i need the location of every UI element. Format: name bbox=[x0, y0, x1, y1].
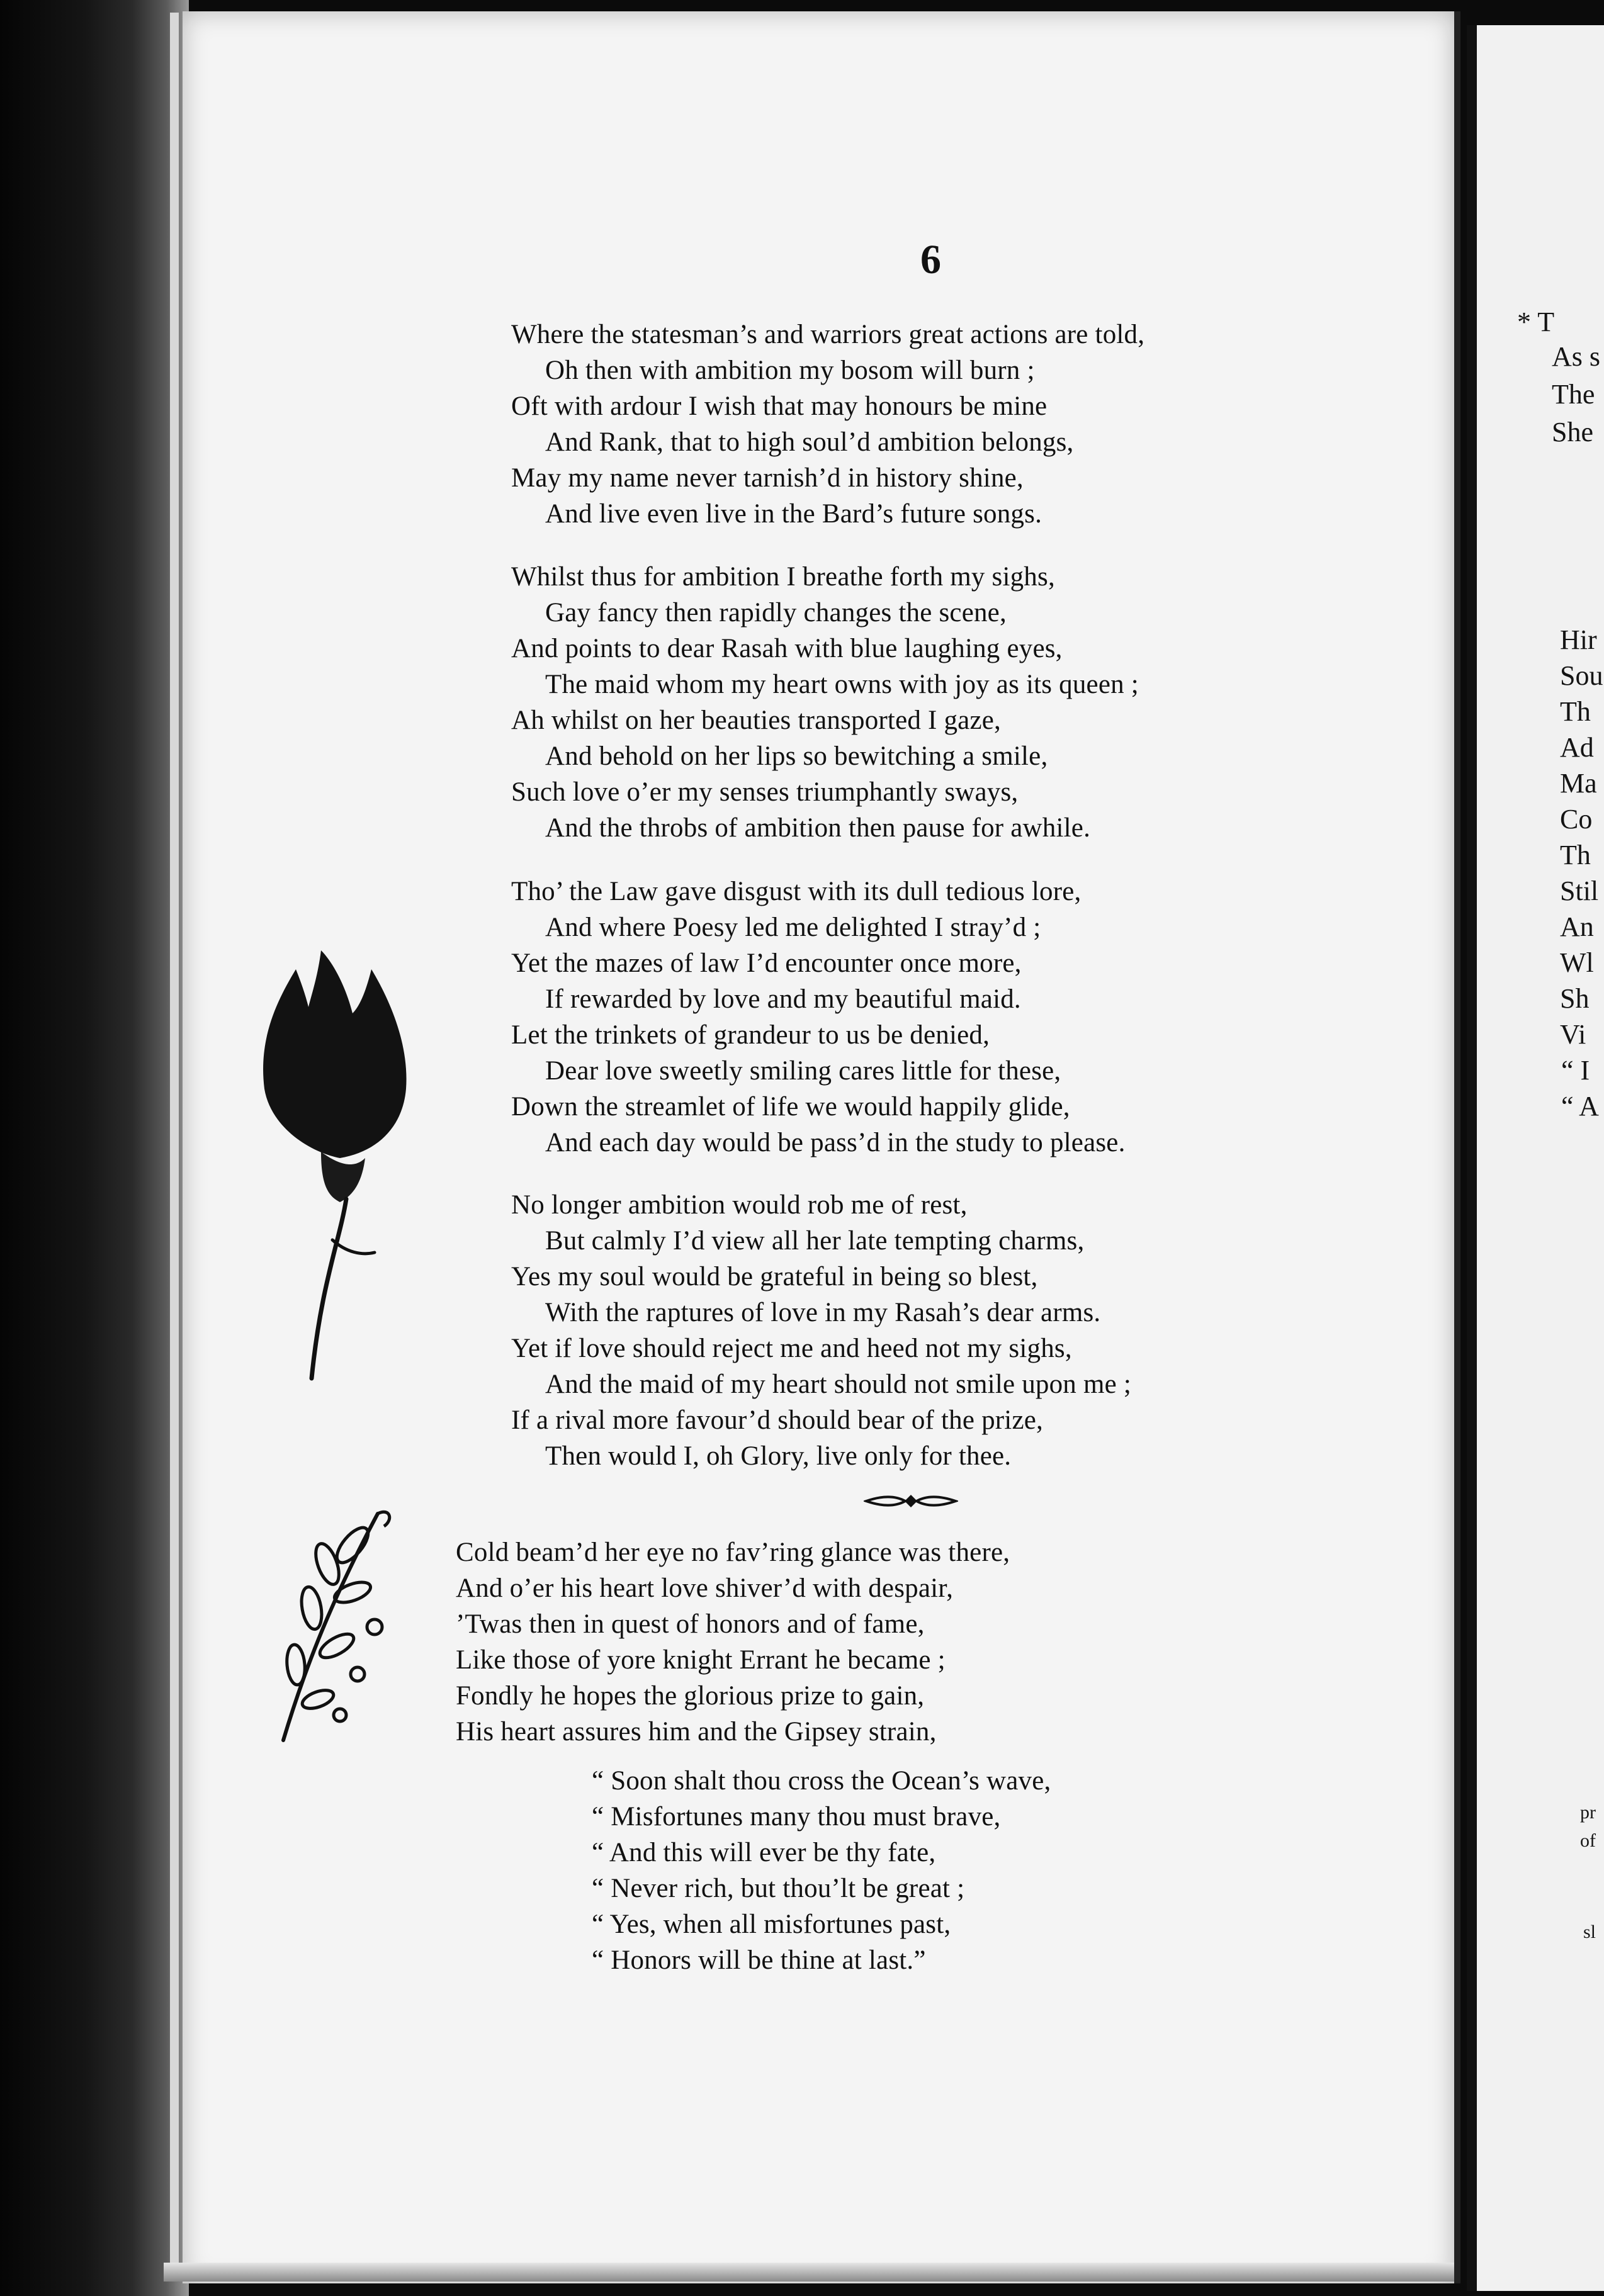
adjacent-page-fragment: Vi bbox=[1560, 1019, 1586, 1050]
prophecy-line: “ Never rich, but thou’lt be great ; bbox=[592, 1874, 965, 1903]
adjacent-page-fragment: She bbox=[1552, 417, 1593, 447]
verse-line: No longer ambition would rob me of rest, bbox=[511, 1190, 968, 1220]
verse-line: Whilst thus for ambition I breathe forth my sighs, bbox=[511, 562, 1055, 592]
verse-line: And live even live in the Bard’s future songs. bbox=[545, 499, 1042, 529]
narrative-line: ’Twas then in quest of honors and of fame, bbox=[456, 1609, 925, 1639]
adjacent-page-fragment: sl bbox=[1583, 1922, 1596, 1942]
verse-line: If rewarded by love and my beautiful maid. bbox=[545, 984, 1021, 1014]
adjacent-page-fragment: An bbox=[1560, 911, 1594, 942]
narrative-line: Fondly he hopes the glorious prize to gain, bbox=[456, 1681, 925, 1711]
verse-line: Such love o’er my senses triumphantly sways, bbox=[511, 777, 1019, 807]
verse-line: And Rank, that to high soul’d ambition belongs, bbox=[545, 427, 1074, 457]
adjacent-page-fragment: pr bbox=[1580, 1802, 1596, 1823]
adjacent-page-fragment: The bbox=[1552, 379, 1595, 410]
adjacent-page-fragment: Ma bbox=[1560, 768, 1597, 799]
adjacent-page-fragment: * T bbox=[1517, 307, 1555, 337]
verse-line: If a rival more favour’d should bear of the prize, bbox=[511, 1405, 1043, 1435]
verse-line: But calmly I’d view all her late tempting charms, bbox=[545, 1226, 1085, 1256]
verse-line: Gay fancy then rapidly changes the scene, bbox=[545, 598, 1007, 627]
narrative-line: His heart assures him and the Gipsey strain, bbox=[456, 1717, 937, 1747]
verse-line: Yes my soul would be grateful in being so blest, bbox=[511, 1262, 1038, 1292]
adjacent-page-fragment: “ I bbox=[1561, 1055, 1590, 1086]
page-number: 6 bbox=[920, 237, 941, 283]
verse-line: Down the streamlet of life we would happily glide, bbox=[511, 1092, 1070, 1122]
adjacent-page-fragment: Co bbox=[1560, 804, 1593, 835]
adjacent-page-fragment: Wl bbox=[1560, 947, 1594, 978]
divider-ornament-icon bbox=[864, 1492, 958, 1511]
verse-line: And the throbs of ambition then pause for awhile. bbox=[545, 813, 1091, 843]
verse-line: Dear love sweetly smiling cares little for these, bbox=[545, 1056, 1061, 1086]
narrative-line: And o’er his heart love shiver’d with despair, bbox=[456, 1573, 954, 1603]
adjacent-page-fragment: Th bbox=[1560, 840, 1591, 870]
laurel-sprig-ornament-icon bbox=[258, 1501, 403, 1747]
adjacent-page-fragment: Th bbox=[1560, 696, 1591, 727]
adjacent-page-fragment: Hir bbox=[1560, 624, 1597, 655]
prophecy-line: “ Soon shalt thou cross the Ocean’s wave, bbox=[592, 1766, 1051, 1796]
adjacent-page-fragment: Sou bbox=[1560, 660, 1603, 691]
verse-line: And behold on her lips so bewitching a smile, bbox=[545, 741, 1048, 771]
prophecy-line: “ And this will ever be thy fate, bbox=[592, 1838, 936, 1867]
thistle-ornament-icon bbox=[252, 944, 415, 1385]
adjacent-page-fragment: of bbox=[1580, 1830, 1596, 1851]
verse-line: Ah whilst on her beauties transported I gaze, bbox=[511, 706, 1001, 735]
adjacent-page-fragment: Ad bbox=[1560, 732, 1594, 763]
verse-line: Oft with ardour I wish that may honours be mine bbox=[511, 391, 1048, 421]
verse-line: Then would I, oh Glory, live only for thee. bbox=[545, 1441, 1012, 1471]
adjacent-page-fragment: Sh bbox=[1560, 983, 1590, 1014]
verse-line: The maid whom my heart owns with joy as its queen ; bbox=[545, 670, 1139, 699]
adjacent-page-fragment: Stil bbox=[1560, 875, 1599, 906]
verse-line: And points to dear Rasah with blue laughing eyes, bbox=[511, 634, 1063, 663]
narrative-line: Like those of yore knight Errant he became ; bbox=[456, 1645, 946, 1675]
verse-line: With the raptures of love in my Rasah’s dear arms. bbox=[545, 1298, 1101, 1327]
prophecy-line: “ Misfortunes many thou must brave, bbox=[592, 1802, 1001, 1832]
adjacent-page-fragment: “ A bbox=[1561, 1091, 1599, 1122]
verse-line: And each day would be pass’d in the study to please. bbox=[545, 1128, 1126, 1157]
verse-line: Yet if love should reject me and heed not my sighs, bbox=[511, 1334, 1072, 1363]
prophecy-line: “ Honors will be thine at last.” bbox=[592, 1945, 926, 1975]
verse-line: Oh then with ambition my bosom will burn ; bbox=[545, 356, 1035, 385]
verse-line: Let the trinkets of grandeur to us be denied, bbox=[511, 1020, 990, 1050]
verse-line: And the maid of my heart should not smile upon me ; bbox=[545, 1370, 1131, 1399]
verse-line: Where the statesman’s and warriors great actions are told, bbox=[511, 320, 1145, 349]
verse-line: And where Poesy led me delighted I stray’d ; bbox=[545, 913, 1041, 942]
prophecy-line: “ Yes, when all misfortunes past, bbox=[592, 1910, 951, 1939]
verse-line: Yet the mazes of law I’d encounter once more, bbox=[511, 948, 1022, 978]
narrative-line: Cold beam’d her eye no fav’ring glance was there, bbox=[456, 1538, 1010, 1567]
adjacent-page-fragment: As s bbox=[1552, 341, 1601, 372]
verse-line: May my name never tarnish’d in history shine, bbox=[511, 463, 1024, 493]
verse-line: Tho’ the Law gave disgust with its dull tedious lore, bbox=[511, 877, 1082, 906]
